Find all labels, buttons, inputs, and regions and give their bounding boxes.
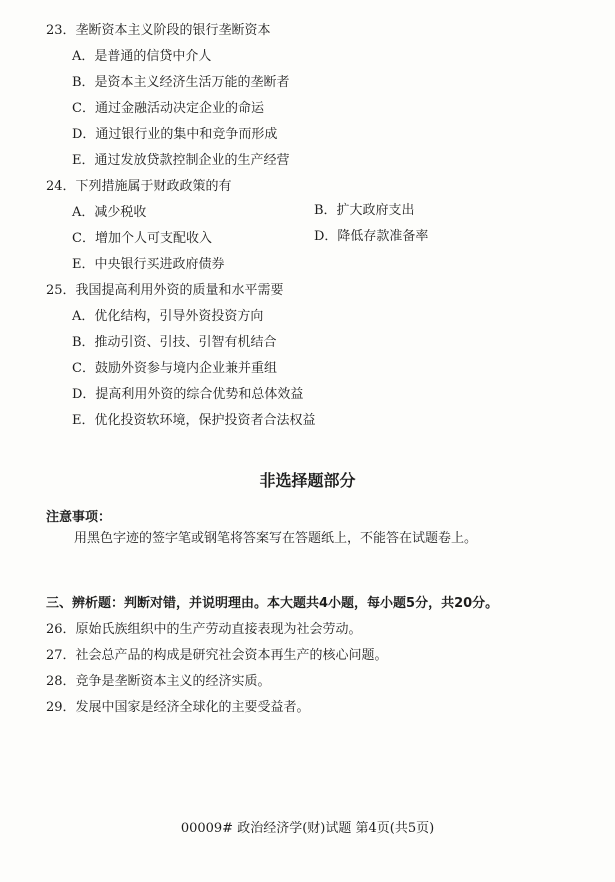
question-23-option-a: A．是普通的信贷中介人	[72, 49, 212, 64]
question-28: 28．竞争是垄断资本主义的经济实质。	[46, 674, 271, 689]
question-25-option-d: D．提高利用外资的综合优势和总体效益	[72, 387, 304, 402]
question-26: 26．原始氏族组织中的生产劳动直接表现为社会劳动。	[46, 622, 362, 637]
question-24-option-d: D．降低存款准备率	[314, 229, 429, 244]
question-24-stem: 24．下列措施属于财政政策的有	[46, 179, 232, 194]
question-25-option-c: C．鼓励外资参与境内企业兼并重组	[72, 361, 277, 376]
part-heading: 非选择题部分	[259, 471, 356, 490]
question-23-stem: 23．垄断资本主义阶段的银行垄断资本	[46, 23, 271, 38]
question-23-option-d: D．通过银行业的集中和竞争而形成	[72, 127, 278, 142]
question-29: 29．发展中国家是经济全球化的主要受益者。	[46, 700, 310, 715]
question-24-option-e: E．中央银行买进政府债券	[72, 257, 225, 272]
question-23-option-b: B．是资本主义经济生活万能的垄断者	[72, 75, 290, 90]
question-25-option-a: A．优化结构，引导外资投资方向	[72, 309, 264, 324]
notice-text: 用黑色字迹的签字笔或钢笔将答案写在答题纸上，不能答在试题卷上。	[74, 531, 478, 546]
question-25-stem: 25．我国提高利用外资的质量和水平需要	[46, 283, 284, 298]
question-24-option-a: A．减少税收	[72, 205, 147, 220]
page-footer: 00009# 政治经济学(财)试题 第4页(共5页)	[180, 821, 435, 836]
question-27: 27．社会总产品的构成是研究社会资本再生产的核心问题。	[46, 648, 388, 663]
question-24-option-b: B．扩大政府支出	[314, 203, 415, 218]
question-23-option-e: E．通过发放贷款控制企业的生产经营	[72, 153, 290, 168]
question-25-option-b: B．推动引资、引技、引智有机结合	[72, 335, 277, 350]
section-3-title: 三、辨析题：判断对错，并说明理由。本大题共4小题，每小题5分，共20分。	[46, 596, 499, 611]
notice-title: 注意事项：	[46, 510, 112, 525]
question-23-option-c: C．通过金融活动决定企业的命运	[72, 101, 264, 116]
question-25-option-e: E．优化投资软环境，保护投资者合法权益	[72, 413, 316, 428]
question-24-option-c: C．增加个人可支配收入	[72, 231, 212, 246]
